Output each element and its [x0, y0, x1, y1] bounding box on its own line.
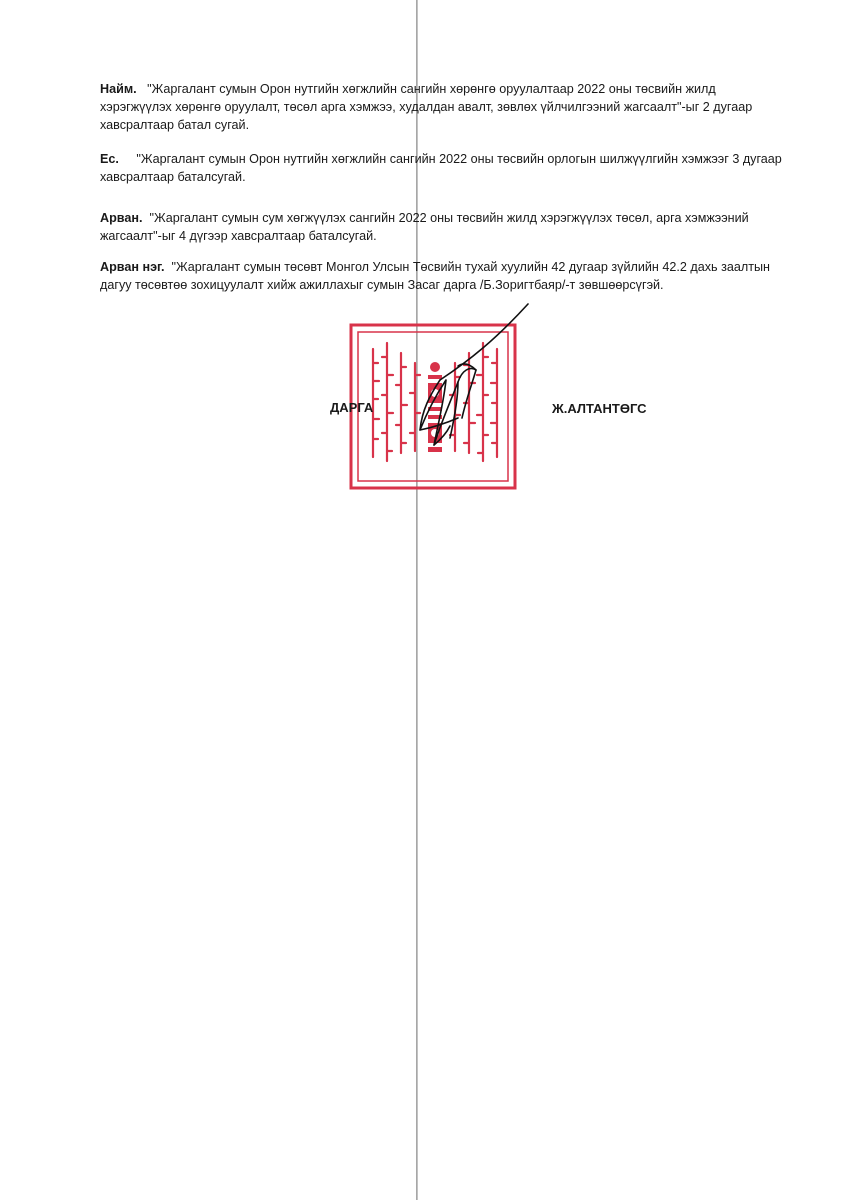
paragraph-number: Арван нэг. — [100, 260, 165, 274]
paragraph-number: Найм. — [100, 82, 137, 96]
handwritten-signature — [400, 300, 540, 460]
signatory-name: Ж.АЛТАНТӨГС — [552, 401, 647, 416]
signatory-role: ДАРГА — [330, 400, 374, 415]
paragraph-text: "Жаргалант сумын сум хөгжүүлэх сангийн 2022 оны төсвийн жилд хэрэгжүүлэх төсөл, арга хэмжээний жагсаалт"-ыг 4 дүгээр хавсралтаар баталсугай. — [100, 211, 749, 243]
paragraph-ten — [100, 209, 790, 245]
paragraph-eight — [100, 80, 790, 134]
paragraph-text: "Жаргалант сумын төсөвт Монгол Улсын Төсвийн тухай хуулийн 42 дугаар зүйлийн 42.2 дахь заалтын дагуу төсөвтөө зохицуулалт хийж ажиллахыг сумын Засаг дарга /Б.Зоригтбаяр/-т зөвшөөрсүгэй. — [100, 260, 771, 292]
paragraph-eleven — [100, 258, 790, 294]
paragraph-text: "Жаргалант сумын Орон нутгийн хөгжлийн сангийн 2022 оны төсвийн орлогын шилжүүлгийн хэмжээг 3 дугаар хавсралтаар баталсугай. — [100, 152, 782, 184]
paragraph-number: Ес. — [100, 152, 119, 166]
paragraph-nine — [100, 150, 790, 186]
paragraph-text: "Жаргалант сумын Орон нутгийн хөгжлийн сангийн хөрөнгө оруулалтаар 2022 оны төсвийн жилд хэрэгжүүлэх хөрөнгө оруулалт, төсөл арга хэмжээ, худалдан авалт, зөвлөх үйлчилгээний жагсаалт"-ыг 2 дугаар хавсралтаар батал сугай. — [100, 82, 753, 132]
paragraph-number: Арван. — [100, 211, 143, 225]
